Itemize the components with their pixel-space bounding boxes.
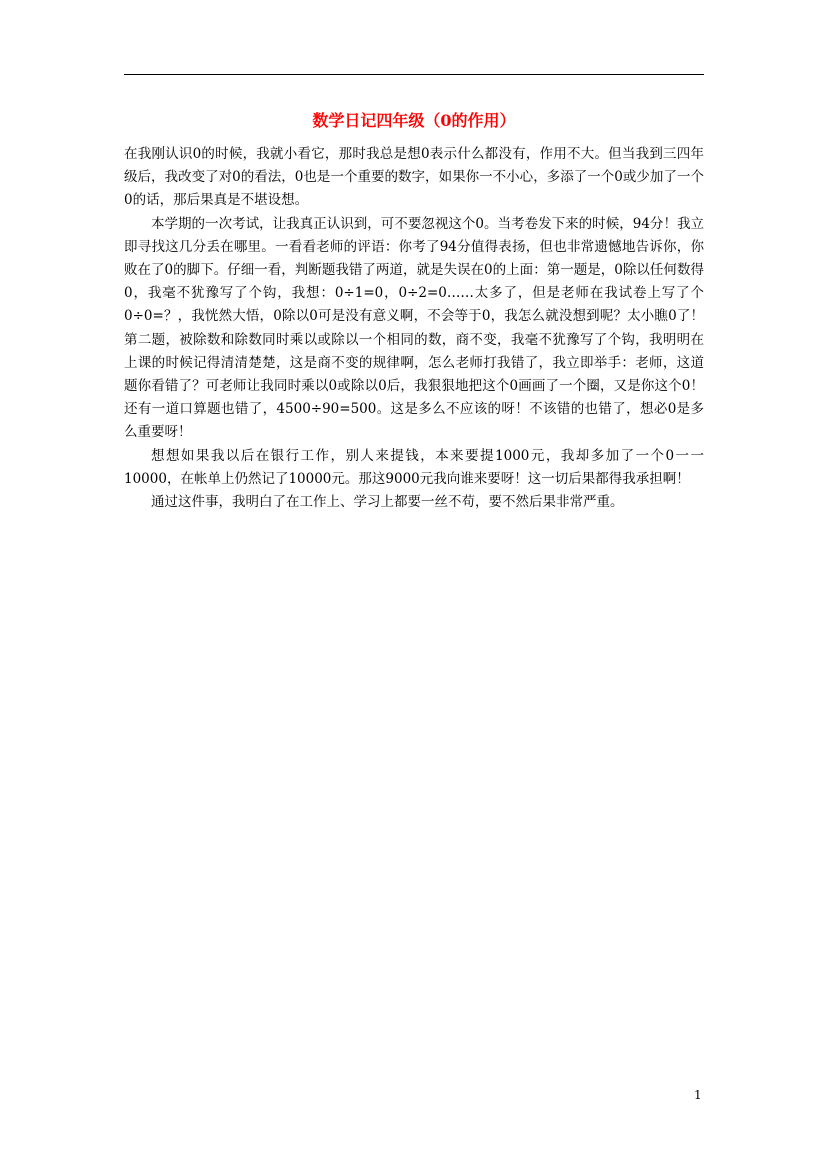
page-number: 1 bbox=[694, 1088, 702, 1102]
paragraph-bank: 想想如果我以后在银行工作，别人来提钱，本来要提1000元，我却多加了一个0一一10000，在帐单上仍然记了10000元。那这9000元我向谁来要呀！这一切后果都得我承担啊！ bbox=[124, 447, 704, 487]
document-body bbox=[124, 143, 704, 514]
paragraph-exam: 本学期的一次考试，让我真正认识到，可不要忽视这个0。当考卷发下来的时候，94分！我立即寻找这几分丢在哪里。一看看老师的评语：你考了94分值得表扬，但也非常遗憾地告诉你，你败在了0的脚下。仔细一看，判断题我错了两道，就是失误在0的上面：第一题是，0除以任何数得0，我毫不犹豫写了个钩，我想：0÷1=0，0÷2=0……太多了，但是老师在我试卷上写了个0÷0=？，我恍然大悟，0除以0可是没有意义啊，不会等于0，我怎么就没想到呢？太小瞧0了！第二题，被除数和除数同时乘以或除以一个相同的数，商不变，我毫不犹豫写了个钩，我明明在上课的时候记得清清楚楚，这是商不变的规律啊，怎么老师打我错了，我立即举手：老师，这道题你看错了？可老师让我同时乘以0或除以0后，我狠狠地把这个0画画了一个圈，又是你这个0！还有一道口算题也错了，4500÷90=500。这是多么不应该的呀！不该错的也错了，想必0是多么重要呀！ bbox=[124, 215, 704, 441]
paragraph-intro: 在我刚认识0的时候，我就小看它，那时我总是想0表示什么都没有，作用不大。但当我到三四年级后，我改变了对0的看法，0也是一个重要的数字，如果你一不小心，多添了一个0或少加了一个0的话，那后果真是不堪设想。 bbox=[124, 146, 704, 209]
paragraph-conclusion: 通过这件事，我明白了在工作上、学习上都要一丝不苟，要不然后果非常严重。 bbox=[151, 494, 624, 511]
header-rule bbox=[124, 74, 704, 75]
document-title: 数学日记四年级（0的作用） bbox=[312, 111, 516, 130]
